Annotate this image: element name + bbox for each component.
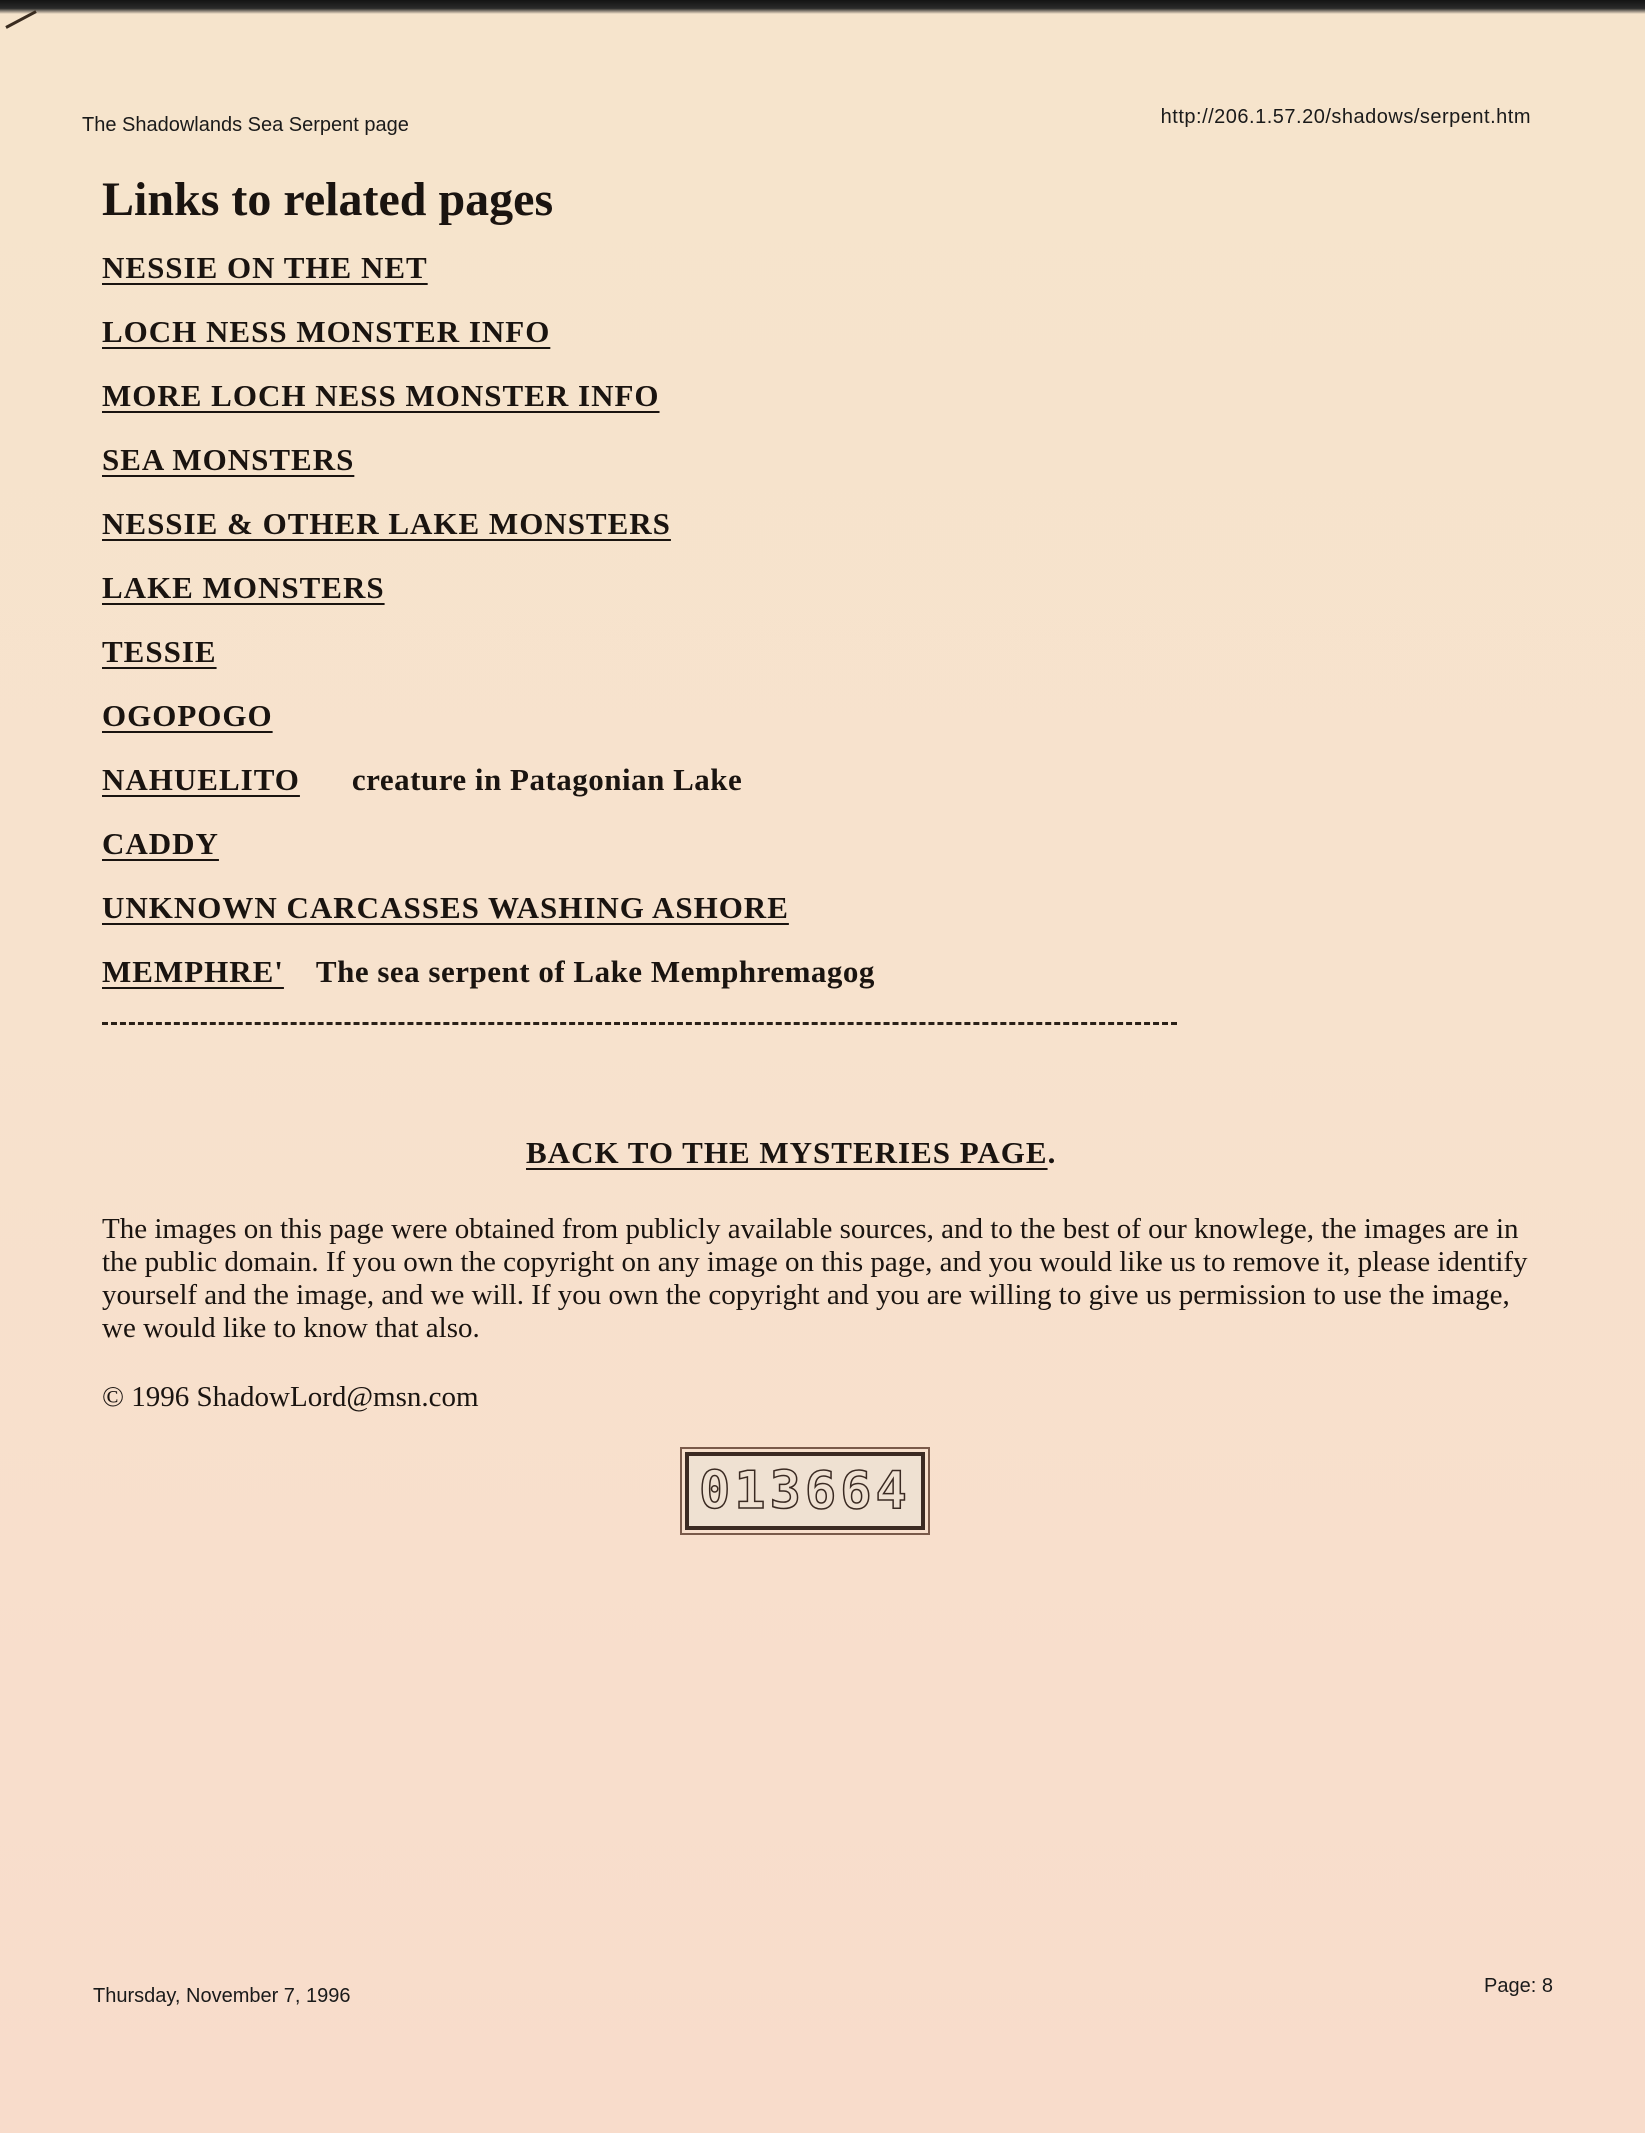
link-lake-monsters[interactable]: LAKE MONSTERS <box>102 570 385 605</box>
link-nessie-on-the-net[interactable]: NESSIE ON THE NET <box>102 250 428 285</box>
dashed-divider <box>102 1022 1177 1025</box>
list-item <box>102 954 1522 1018</box>
print-header-url: http://206.1.57.20/shadows/serpent.htm <box>1160 106 1531 128</box>
list-item <box>102 570 1522 634</box>
back-to-mysteries-link[interactable]: BACK TO THE MYSTERIES PAGE <box>526 1135 1048 1170</box>
link-more-loch-ness-monster-info[interactable]: MORE LOCH NESS MONSTER INFO <box>102 378 660 413</box>
related-links-list <box>102 250 1522 1018</box>
list-item <box>102 826 1522 890</box>
hit-counter-wrap <box>102 1452 1522 1530</box>
image-disclaimer: The images on this page were obtained from publicly available sources, and to the best of our knowlege, the images are in the public domain. If you own the copyright on any image on this page, and you would like us to remove it, please identify yourself and the image, and we will. If you own the copyright and you are willing to give us permission to use the image, we would like to know that also. <box>102 1213 1528 1344</box>
list-item <box>102 314 1522 378</box>
link-tessie[interactable]: TESSIE <box>102 634 217 669</box>
list-item <box>102 762 1522 826</box>
link-ogopogo[interactable]: OGOPOGO <box>102 698 273 733</box>
link-loch-ness-monster-info[interactable]: LOCH NESS MONSTER INFO <box>102 314 551 349</box>
link-memphre[interactable]: MEMPHRE' <box>102 954 284 989</box>
list-item <box>102 250 1522 314</box>
link-description: The sea serpent of Lake Memphremagog <box>315 954 875 989</box>
link-sea-monsters[interactable]: SEA MONSTERS <box>102 442 355 477</box>
link-caddy[interactable]: CADDY <box>102 826 219 861</box>
page-content <box>102 170 1528 1530</box>
back-link-suffix: . <box>1047 1135 1057 1170</box>
list-item <box>102 890 1522 954</box>
copyright-notice: © 1996 ShadowLord@msn.com <box>102 1381 479 1413</box>
print-footer-page: Page: 8 <box>1484 1975 1553 1997</box>
list-item <box>102 634 1522 698</box>
link-description: creature in Patagonian Lake <box>351 762 743 797</box>
list-item <box>102 698 1522 762</box>
page-heading: Links to related pages <box>102 173 554 226</box>
link-nessie-other-lake-monsters[interactable]: NESSIE & OTHER LAKE MONSTERS <box>102 506 671 541</box>
print-header-title: The Shadowlands Sea Serpent page <box>82 114 409 136</box>
print-footer-date: Thursday, November 7, 1996 <box>93 1985 351 2007</box>
hit-counter: 013664 <box>685 1452 925 1530</box>
scan-top-edge <box>0 0 1645 14</box>
list-item <box>102 442 1522 506</box>
list-item <box>102 506 1522 570</box>
link-nahuelito[interactable]: NAHUELITO <box>102 762 300 797</box>
list-item <box>102 378 1522 442</box>
back-link-row <box>102 1135 1522 1171</box>
link-unknown-carcasses[interactable]: UNKNOWN CARCASSES WASHING ASHORE <box>102 890 789 925</box>
